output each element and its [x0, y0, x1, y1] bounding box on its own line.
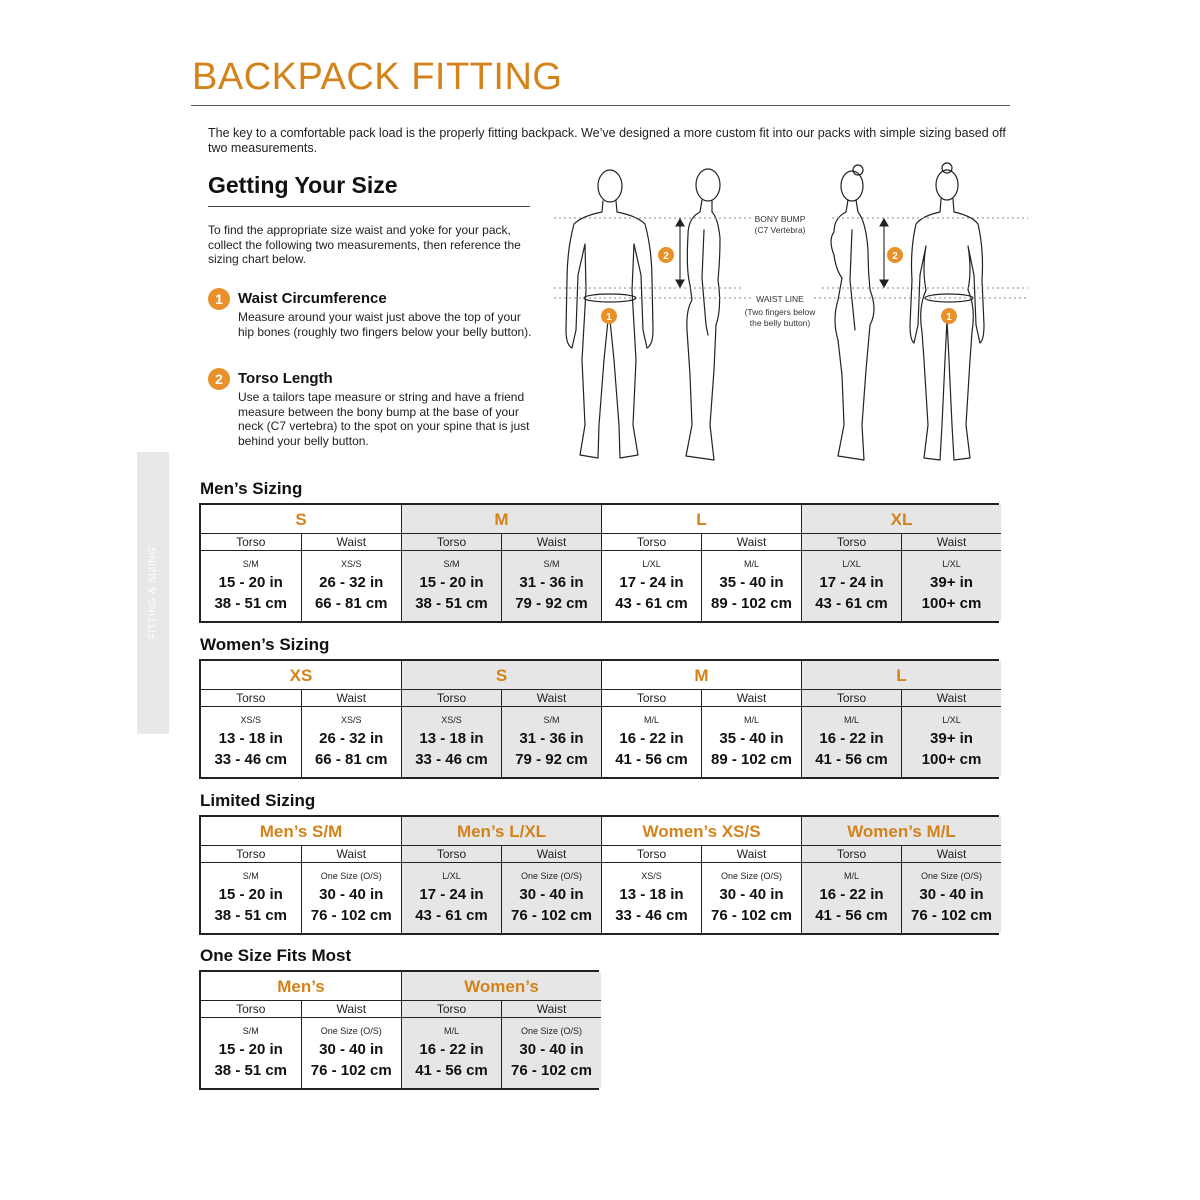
inches-value: 39+ in: [930, 730, 973, 747]
waist-column: [501, 1001, 601, 1088]
size-code: XS/S: [340, 715, 362, 725]
cm-value: 100+ cm: [921, 595, 982, 612]
body-figures-svg: [552, 160, 1030, 470]
size-group-label: Men’s L/XL: [402, 817, 601, 846]
size-code: XS/S: [340, 559, 362, 569]
side-section-tab: [137, 452, 169, 734]
column-label: Torso: [201, 690, 301, 707]
torso-column: [201, 1001, 301, 1088]
cm-value: 33 - 46 cm: [615, 907, 688, 924]
cm-value: 43 - 61 cm: [415, 907, 488, 924]
column-label: Torso: [201, 534, 301, 551]
size-group: [401, 817, 601, 933]
cm-value: 66 - 81 cm: [314, 751, 388, 768]
waist-column: [701, 690, 801, 777]
size-group-label: Women’s M/L: [802, 817, 1001, 846]
torso-column: [602, 690, 701, 777]
cm-value: 76 - 102 cm: [511, 1062, 592, 1079]
size-code: S/M: [443, 559, 460, 569]
torso-column: [802, 846, 901, 933]
size-code: M/L: [843, 715, 859, 725]
size-code: M/L: [643, 715, 659, 725]
inches-value: 35 - 40 in: [719, 730, 784, 747]
inches-value: 31 - 36 in: [519, 730, 584, 747]
torso-column: [602, 534, 701, 621]
womens-sizing-title: Women’s Sizing: [200, 635, 330, 654]
waist-column: [901, 690, 1001, 777]
column-label: Torso: [802, 534, 901, 551]
waist-column: [301, 690, 402, 777]
inches-value: 17 - 24 in: [619, 574, 684, 591]
step-title: Torso Length: [238, 370, 333, 387]
size-code: M/L: [843, 871, 859, 881]
size-code: M/L: [443, 1026, 459, 1036]
waist-column: [701, 846, 801, 933]
step-number-1-icon: 1: [208, 288, 230, 310]
torso-column: [802, 534, 901, 621]
size-code: S/M: [242, 559, 259, 569]
waist-line-label: WAIST LINE: [756, 294, 804, 304]
cm-value: 38 - 51 cm: [214, 907, 288, 924]
cm-value: 89 - 102 cm: [711, 751, 792, 768]
column-label: Torso: [201, 846, 301, 863]
column-label: Torso: [602, 846, 701, 863]
torso-column: [402, 690, 501, 777]
size-group: [801, 661, 1001, 777]
waist-column: [501, 846, 601, 933]
inches-value: 15 - 20 in: [218, 886, 283, 903]
size-group: [201, 972, 401, 1088]
size-code: One Size (O/S): [320, 1026, 382, 1036]
torso-column: [402, 846, 501, 933]
cm-value: 76 - 102 cm: [911, 907, 992, 924]
cm-value: 41 - 56 cm: [615, 751, 688, 768]
size-code: One Size (O/S): [520, 1026, 583, 1036]
man-side-figure: [686, 169, 720, 460]
torso-column: [201, 846, 301, 933]
one-size-title: One Size Fits Most: [200, 946, 352, 965]
inches-value: 30 - 40 in: [919, 886, 984, 903]
title-divider: [191, 105, 1010, 106]
waist-column: [301, 1001, 402, 1088]
cm-value: 76 - 102 cm: [310, 1062, 392, 1079]
belly-button-label: the belly button): [749, 318, 811, 328]
step-title: Waist Circumference: [238, 290, 387, 307]
cm-value: 76 - 102 cm: [310, 907, 392, 924]
body-measurement-illustration: [552, 160, 1030, 470]
limited-sizing-title: Limited Sizing: [200, 791, 316, 810]
size-group-label: M: [402, 505, 601, 534]
torso-column: [802, 690, 901, 777]
torso-column: [201, 534, 301, 621]
column-label: Waist: [902, 690, 1001, 707]
column-label: Waist: [502, 1001, 601, 1018]
size-group: [401, 972, 601, 1088]
cm-value: 41 - 56 cm: [415, 1062, 488, 1079]
inches-value: 16 - 22 in: [819, 886, 884, 903]
torso-column: [402, 534, 501, 621]
waist-marker-1: 1: [946, 312, 952, 323]
size-code: L/XL: [642, 559, 661, 569]
limited-sizing-table: [199, 815, 999, 935]
size-code: S/M: [242, 871, 259, 881]
cm-value: 79 - 92 cm: [515, 595, 588, 612]
size-code: L/XL: [442, 871, 461, 881]
size-group-label: S: [402, 661, 601, 690]
size-group-label: Women’s: [402, 972, 601, 1001]
size-group-label: Women’s XS/S: [602, 817, 801, 846]
size-group-label: Men’s S/M: [201, 817, 401, 846]
size-group-label: L: [802, 661, 1001, 690]
column-label: Waist: [502, 534, 601, 551]
size-code: One Size (O/S): [920, 871, 983, 881]
column-label: Torso: [802, 690, 901, 707]
womens-sizing-table: [199, 659, 999, 779]
size-code: M/L: [743, 559, 759, 569]
size-code: M/L: [743, 715, 759, 725]
waist-column: [901, 534, 1001, 621]
size-code: L/XL: [942, 559, 961, 569]
size-code: XS/S: [441, 715, 462, 725]
column-label: Waist: [302, 534, 402, 551]
size-code: One Size (O/S): [520, 871, 583, 881]
size-group-label: L: [602, 505, 801, 534]
page-title: BACKPACK FITTING: [192, 56, 563, 98]
size-group: [601, 505, 801, 621]
torso-column: [402, 1001, 501, 1088]
inches-value: 39+ in: [930, 574, 973, 591]
c7-label: (C7 Vertebra): [754, 225, 806, 235]
size-code: One Size (O/S): [320, 871, 382, 881]
inches-value: 13 - 18 in: [218, 730, 283, 747]
inches-value: 16 - 22 in: [619, 730, 684, 747]
column-label: Waist: [502, 690, 601, 707]
cm-value: 79 - 92 cm: [515, 751, 588, 768]
size-group-label: S: [201, 505, 401, 534]
inches-value: 13 - 18 in: [619, 886, 684, 903]
bony-bump-label: BONY BUMP: [754, 214, 806, 224]
column-label: Waist: [302, 690, 402, 707]
cm-value: 100+ cm: [921, 751, 982, 768]
size-code: XS/S: [641, 871, 662, 881]
size-group-label: XL: [802, 505, 1001, 534]
step-number-2-icon: 2: [208, 368, 230, 390]
getting-size-heading: Getting Your Size: [208, 172, 398, 198]
column-label: Waist: [902, 534, 1001, 551]
size-group: [801, 817, 1001, 933]
cm-value: 76 - 102 cm: [711, 907, 792, 924]
waist-column: [901, 846, 1001, 933]
cm-value: 38 - 51 cm: [415, 595, 488, 612]
torso-column: [201, 690, 301, 777]
size-group: [201, 817, 401, 933]
inches-value: 16 - 22 in: [419, 1041, 484, 1058]
size-group: [401, 505, 601, 621]
inches-value: 30 - 40 in: [519, 886, 584, 903]
two-fingers-label: (Two fingers below: [744, 307, 816, 317]
waist-marker-1: 1: [606, 312, 612, 323]
size-group-label: XS: [201, 661, 401, 690]
column-label: Waist: [502, 846, 601, 863]
column-label: Torso: [402, 690, 501, 707]
woman-side-figure: [831, 165, 874, 460]
column-label: Torso: [201, 1001, 301, 1018]
size-group: [201, 505, 401, 621]
size-code: One Size (O/S): [720, 871, 783, 881]
size-code: L/XL: [942, 715, 961, 725]
getting-size-text: To find the appropriate size waist and yoke for your pack, collect the following two measurements, then reference the sizing chart below.: [208, 223, 521, 266]
inches-value: 30 - 40 in: [319, 1041, 384, 1058]
side-tab-label: FITTING & SIZING: [147, 546, 159, 640]
torso-marker-2: 2: [663, 251, 669, 262]
cm-value: 41 - 56 cm: [815, 907, 888, 924]
torso-column: [602, 846, 701, 933]
column-label: Waist: [302, 1001, 402, 1018]
section-divider: [208, 206, 530, 207]
column-label: Torso: [602, 534, 701, 551]
inches-value: 35 - 40 in: [719, 574, 784, 591]
inches-value: 15 - 20 in: [419, 574, 484, 591]
size-group: [601, 661, 801, 777]
waist-column: [701, 534, 801, 621]
inches-value: 30 - 40 in: [519, 1041, 584, 1058]
column-label: Torso: [602, 690, 701, 707]
intro-text: The key to a comfortable pack load is the properly fitting backpack. We’ve designed a more custom fit into our packs with simple sizing based off two measurements.: [208, 126, 1006, 155]
column-label: Torso: [402, 1001, 501, 1018]
inches-value: 15 - 20 in: [218, 1041, 283, 1058]
torso-marker-2: 2: [892, 251, 898, 262]
cm-value: 33 - 46 cm: [415, 751, 488, 768]
size-group: [801, 505, 1001, 621]
size-code: L/XL: [842, 559, 861, 569]
column-label: Torso: [802, 846, 901, 863]
size-code: XS/S: [240, 715, 261, 725]
size-code: S/M: [543, 559, 560, 569]
inches-value: 31 - 36 in: [519, 574, 584, 591]
inches-value: 15 - 20 in: [218, 574, 283, 591]
cm-value: 89 - 102 cm: [711, 595, 792, 612]
waist-column: [501, 534, 601, 621]
cm-value: 38 - 51 cm: [214, 1062, 288, 1079]
inches-value: 16 - 22 in: [819, 730, 884, 747]
column-label: Waist: [902, 846, 1001, 863]
column-label: Waist: [702, 690, 801, 707]
cm-value: 33 - 46 cm: [214, 751, 288, 768]
column-label: Torso: [402, 846, 501, 863]
step-text: Use a tailors tape measure or string and have a friend measure between the bony bump at the base of your neck (C7 vertebra) to the spot on your spine that is just behind your belly button.: [238, 390, 530, 448]
size-group: [601, 817, 801, 933]
cm-value: 76 - 102 cm: [511, 907, 592, 924]
column-label: Waist: [702, 846, 801, 863]
size-group: [401, 661, 601, 777]
inches-value: 30 - 40 in: [719, 886, 784, 903]
size-code: S/M: [242, 1026, 259, 1036]
inches-value: 17 - 24 in: [819, 574, 884, 591]
inches-value: 26 - 32 in: [319, 730, 384, 747]
inches-value: 13 - 18 in: [419, 730, 484, 747]
waist-column: [301, 534, 402, 621]
cm-value: 43 - 61 cm: [615, 595, 688, 612]
inches-value: 17 - 24 in: [419, 886, 484, 903]
column-label: Waist: [702, 534, 801, 551]
cm-value: 66 - 81 cm: [314, 595, 388, 612]
cm-value: 41 - 56 cm: [815, 751, 888, 768]
step-text: Measure around your waist just above the top of your hip bones (roughly two fingers below your belly button).: [238, 310, 532, 339]
cm-value: 38 - 51 cm: [214, 595, 288, 612]
column-label: Torso: [402, 534, 501, 551]
size-group-label: Men’s: [201, 972, 401, 1001]
size-code: S/M: [543, 715, 560, 725]
waist-column: [301, 846, 402, 933]
size-group: [201, 661, 401, 777]
cm-value: 43 - 61 cm: [815, 595, 888, 612]
inches-value: 26 - 32 in: [319, 574, 384, 591]
mens-sizing-table: [199, 503, 999, 623]
one-size-table: [199, 970, 599, 1090]
waist-column: [501, 690, 601, 777]
inches-value: 30 - 40 in: [319, 886, 384, 903]
size-group-label: M: [602, 661, 801, 690]
column-label: Waist: [302, 846, 402, 863]
mens-sizing-title: Men’s Sizing: [200, 479, 303, 498]
